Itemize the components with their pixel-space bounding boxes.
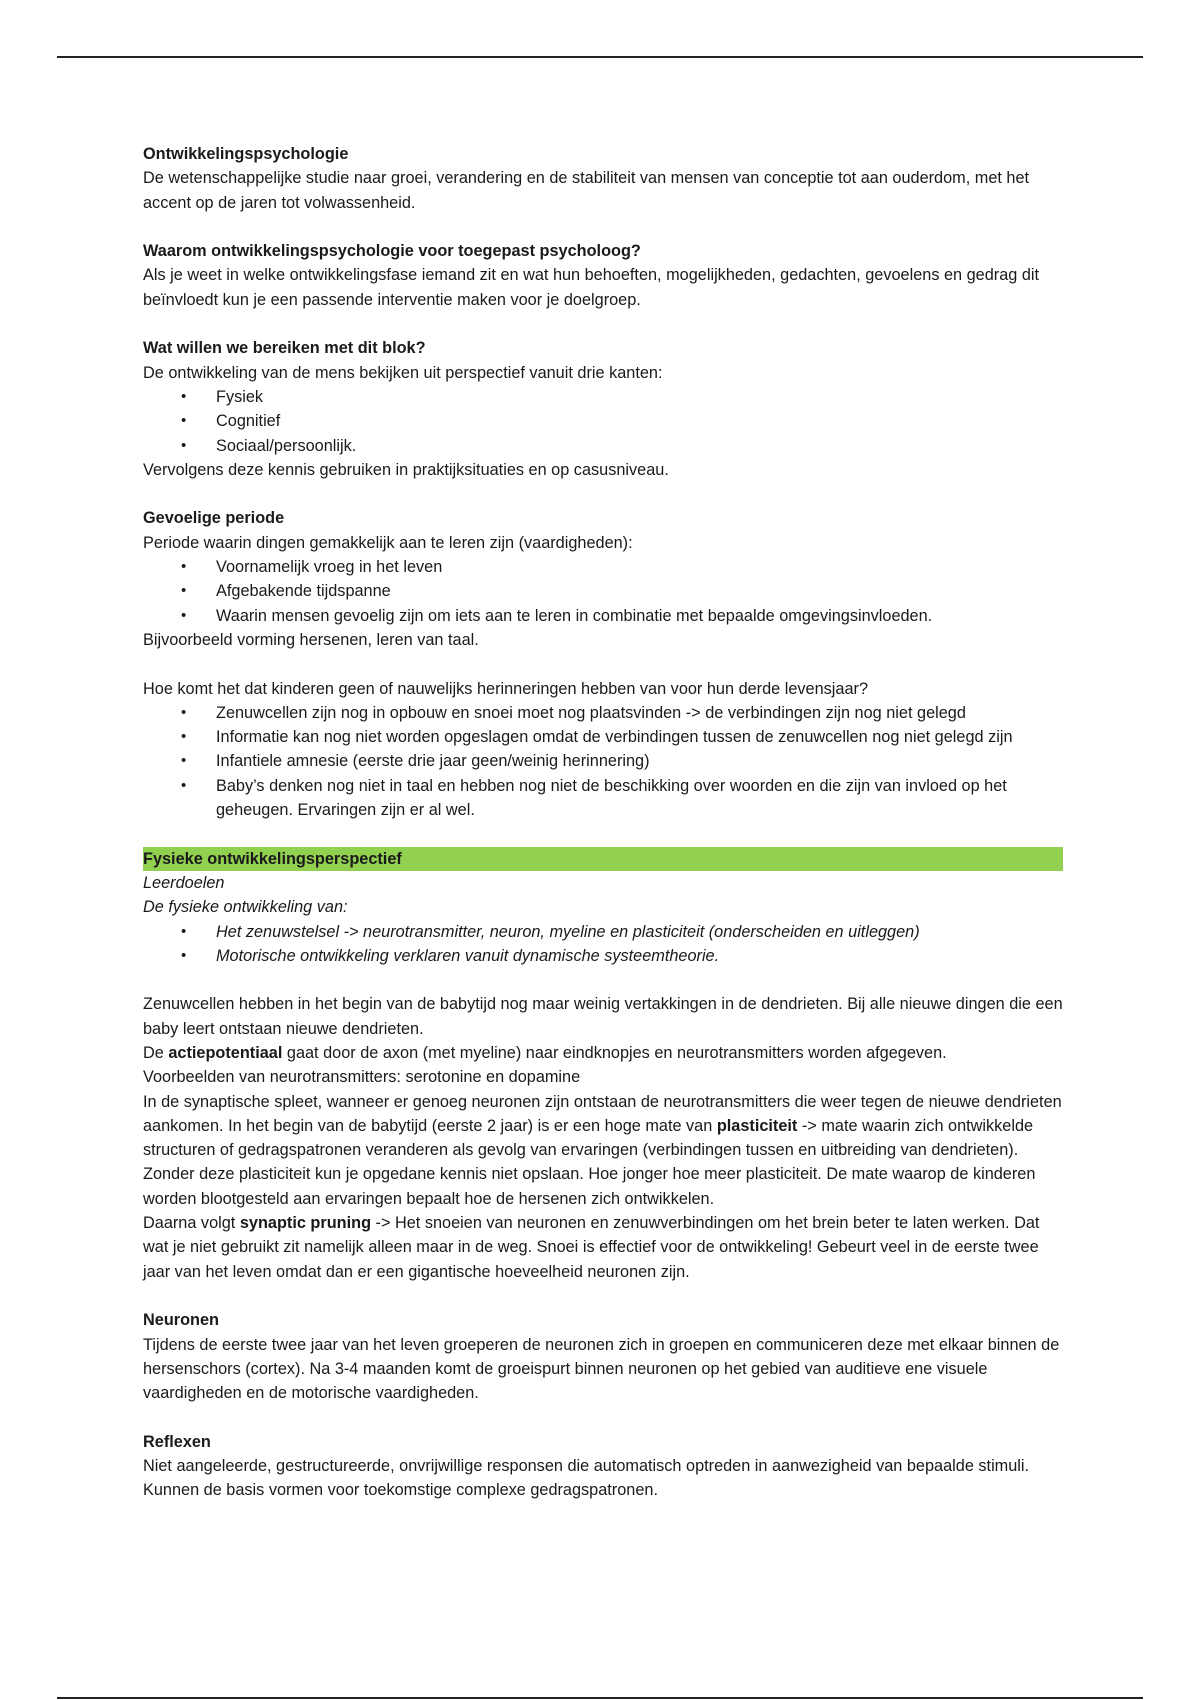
- list-perspectives: [143, 385, 1063, 458]
- list-item: [143, 944, 1063, 968]
- heading-gevoelige-periode: Gevoelige periode: [143, 509, 285, 528]
- heading-reflexen: Reflexen: [143, 1432, 211, 1451]
- paragraph-neurotransmitters: Voorbeelden van neurotransmitters: serotonine en dopamine: [143, 1068, 581, 1087]
- list-item: • Informatie kan nog niet worden opgeslagen omdat de verbindingen tussen de zenuwcellen nog niet gelegd zijn: [143, 725, 1063, 749]
- text-run: gaat door de axon (met myeline) naar eindknopjes en neurotransmitters worden afgegeven.: [282, 1043, 947, 1062]
- heading-neuronen: Neuronen: [143, 1311, 219, 1330]
- paragraph-gevoelige-periode-outro: Bijvoorbeeld vorming hersenen, leren van taal.: [143, 630, 479, 649]
- term-synaptic-pruning: synaptic pruning: [239, 1214, 372, 1233]
- text-run: -> Het snoeien van neuronen en zenuwverbindingen om het brein beter te laten werken. Dat wat je niet gebruikt zit namelijk alleen maar in de weg. Snoei is effectief voor de ontwikkeling! Gebeurt veel in de eerste twee jaar van het leven omdat dan er een gigantische hoeveelheid neuronen zijn.: [143, 1214, 1040, 1281]
- paragraph-zenuwcellen: Zenuwcellen hebben in het begin van de babytijd nog maar weinig vertakkingen in de dendrieten. Bij alle nieuwe dingen die een baby leert ontstaan nieuwe dendrieten.: [143, 995, 1063, 1038]
- paragraph-gevoelige-periode-intro: Periode waarin dingen gemakkelijk aan te leren zijn (vaardigheden):: [143, 533, 633, 552]
- fysieke-ontwikkeling-text: De fysieke ontwikkeling van:: [143, 898, 348, 917]
- paragraph-definition: De wetenschappelijke studie naar groei, verandering en de stabiliteit van mensen van conceptie tot aan ouderdom, met het accent op de jaren tot volwassenheid.: [143, 169, 1030, 212]
- subheading-leerdoelen: [143, 871, 1063, 895]
- leerdoel-text: Motorische ontwikkeling verklaren vanuit dynamische systeemtheorie.: [216, 946, 720, 965]
- list-leerdoelen: [143, 920, 1063, 969]
- list-item: • Voornamelijk vroeg in het leven: [143, 555, 1063, 579]
- list-item: • Sociaal/persoonlijk.: [143, 434, 1063, 458]
- leerdoelen-text: Leerdoelen: [143, 873, 225, 892]
- list-gevoelige-periode: [143, 555, 1063, 628]
- leerdoel-text: Het zenuwstelsel -> neurotransmitter, neuron, myeline en plasticiteit (onderscheiden en uitleggen): [216, 922, 920, 941]
- paragraph-wat-willen-we-outro: Vervolgens deze kennis gebruiken in praktijksituaties en op casusniveau.: [143, 460, 669, 479]
- paragraph-question: Hoe komt het dat kinderen geen of nauwelijks herinneringen hebben van voor hun derde levensjaar?: [143, 679, 869, 698]
- list-item: • Infantiele amnesie (eerste drie jaar geen/weinig herinnering): [143, 749, 1063, 773]
- paragraph-wat-willen-we-intro: De ontwikkeling van de mens bekijken uit perspectief vanuit drie kanten:: [143, 363, 663, 382]
- heading-ontwikkelingspsychologie: Ontwikkelingspsychologie: [143, 145, 349, 163]
- text-run: -> mate waarin zich ontwikkelde structuren of gedragspatronen veranderen als gevolg van ervaringen (verbindingen tussen en uitbreiding van dendrieten). Zonder deze plasticiteit kun je opgedane kennis niet opslaan. Hoe jonger hoe meer plasticiteit. De mate waarop de kinderen worden blootgesteld aan ervaringen bepaalt hoe de hersenen zich ontwikkelen.: [143, 1116, 1036, 1208]
- heading-fysieke-ontwikkelingsperspectief: Fysieke ontwikkelingsperspectief: [143, 847, 1063, 871]
- header-rule: [57, 56, 1143, 58]
- list-item: [143, 920, 1063, 944]
- text-run: In de synaptische spleet, wanneer er genoeg neuronen zijn ontstaan de neurotransmitters die weer tegen de nieuwe dendrieten aankomen. In het begin van de babytijd (eerste 2 jaar) is er een hoge mate van: [143, 1092, 1062, 1135]
- heading-wat-willen-we: Wat willen we bereiken met dit blok?: [143, 339, 426, 358]
- paragraph-waarom: Als je weet in welke ontwikkelingsfase iemand zit en wat hun behoeften, mogelijkheden, gedachten, gevoelens en gedrag dit beïnvloedt kun je een passende interventie maken voor je doelgroep.: [143, 266, 1040, 309]
- term-plasticiteit: plasticiteit: [716, 1116, 798, 1135]
- list-item: • Zenuwcellen zijn nog in opbouw en snoei moet nog plaatsvinden -> de verbindingen zijn nog niet gelegd: [143, 701, 1063, 725]
- paragraph-reflexen: Niet aangeleerde, gestructureerde, onvrijwillige responsen die automatisch optreden in aanwezigheid van bepaalde stimuli. Kunnen de basis vormen voor toekomstige complexe gedragspatronen.: [143, 1457, 1030, 1500]
- term-actiepotentiaal: actiepotentiaal: [168, 1043, 283, 1062]
- paragraph-synaptic-pruning: [143, 1211, 1063, 1284]
- list-item: • Afgebakende tijdspanne: [143, 579, 1063, 603]
- list-herinneringen: [143, 701, 1063, 822]
- footer-rule: [57, 1697, 1143, 1699]
- paragraph-actiepotentiaal: [143, 1041, 1063, 1065]
- subheading-fysieke-ontwikkeling: [143, 895, 1063, 919]
- list-item: • Fysiek: [143, 385, 1063, 409]
- list-item: • Baby’s denken nog niet in taal en hebben nog niet de beschikking over woorden en die zijn van invloed op het geheugen. Ervaringen zijn er al wel.: [143, 774, 1063, 823]
- list-item: • Cognitief: [143, 409, 1063, 433]
- document-body: [143, 142, 1063, 1503]
- heading-waarom: Waarom ontwikkelingspsychologie voor toegepast psycholoog?: [143, 242, 641, 261]
- list-item: • Waarin mensen gevoelig zijn om iets aan te leren in combinatie met bepaalde omgevingsinvloeden.: [143, 604, 1063, 628]
- paragraph-plasticiteit: [143, 1090, 1063, 1211]
- text-run: Daarna volgt: [143, 1214, 240, 1233]
- text-run: De: [143, 1043, 169, 1062]
- paragraph-neuronen: Tijdens de eerste twee jaar van het leven groeperen de neuronen zich in groepen en communiceren deze met elkaar binnen de hersenschors (cortex). Na 3-4 maanden komt de groeispurt binnen neuronen op het gebied van auditieve ene visuele vaardigheden en de motorische vaardigheden.: [143, 1335, 1060, 1403]
